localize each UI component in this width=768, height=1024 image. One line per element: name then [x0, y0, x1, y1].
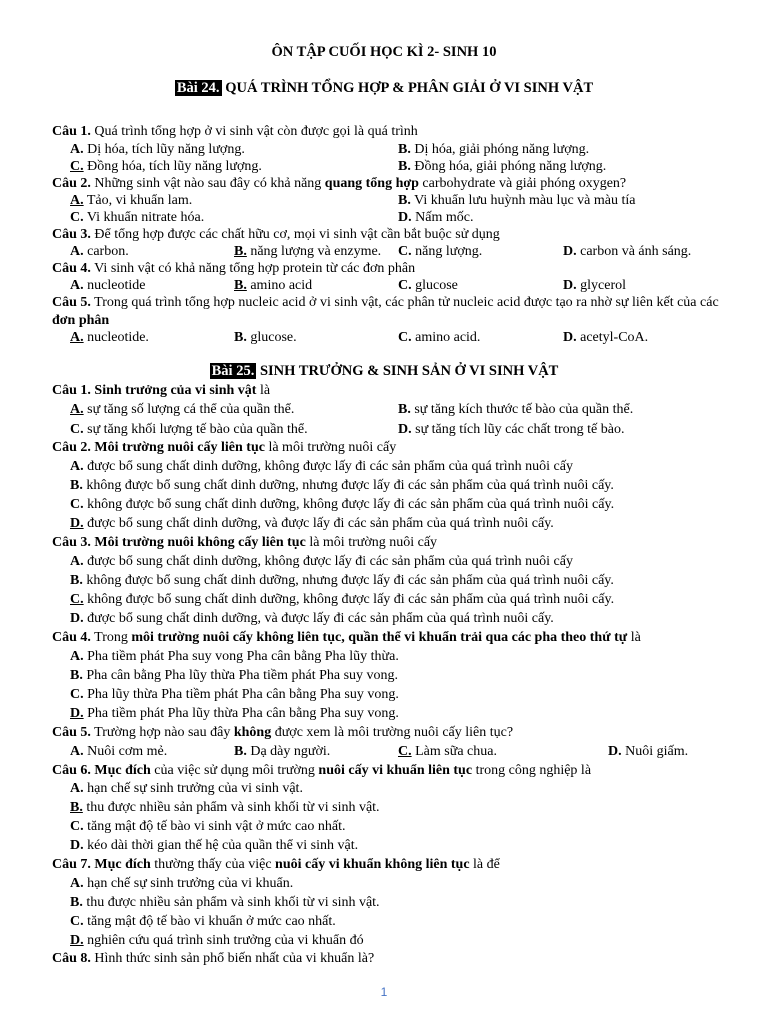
s25-q6-option-b: B. thu được nhiều sản phẩm và sinh khối từ vi sinh vật.	[70, 800, 380, 815]
s24-q3-option-a: A. carbon.	[70, 244, 129, 259]
s25-q2-option-d: D. được bổ sung chất dinh dưỡng, và được lấy đi các sản phẩm của quá trình nuôi cấy.	[70, 516, 554, 531]
s24-q5-option-c: C. amino acid.	[398, 330, 481, 345]
s25-q6-option-d: D. kéo dài thời gian thế hệ của quần thể vi sinh vật.	[70, 838, 359, 853]
s24-q1-option-a: A. Dị hóa, tích lũy năng lượng.	[70, 142, 245, 157]
s24-q4-option-a: A. nucleotide	[70, 278, 146, 293]
s25-q1-stem: Câu 1. Sinh trưởng của vi sinh vật là	[52, 383, 271, 398]
s24-q2-option-a: A. Tảo, vi khuẩn lam.	[70, 193, 193, 208]
s25-q1-option-c: C. sự tăng khối lượng tế bào của quần thể.	[70, 422, 308, 437]
s24-q5-option-b: B. glucose.	[234, 330, 297, 345]
s25-q5-stem: Câu 5. Trường hợp nào sau đây không được xem là môi trường nuôi cấy liên tục?	[52, 725, 514, 740]
s25-q8-stem: Câu 8. Hình thức sinh sản phổ biến nhất của vi khuẩn là?	[52, 951, 375, 966]
s24-q3-option-c: C. năng lượng.	[398, 244, 483, 259]
s25-q4-option-c: C. Pha lũy thừa Pha tiềm phát Pha cân bằng Pha suy vong.	[70, 687, 399, 702]
s25-q7-option-b: B. thu được nhiều sản phẩm và sinh khối từ vi sinh vật.	[70, 895, 380, 910]
s25-q4-stem: Câu 4. Trong môi trường nuôi cấy không liên tục, quần thể vi khuẩn trải qua các pha theo thứ tự là	[52, 630, 641, 645]
s25-q7-option-a: A. hạn chế sự sinh trưởng của vi khuẩn.	[70, 876, 294, 891]
s24-q4-option-c: C. glucose	[398, 278, 458, 293]
s24-q2-option-c: C. Vi khuẩn nitrate hóa.	[70, 210, 205, 225]
section-24-title: QUÁ TRÌNH TỔNG HỢP & PHÂN GIẢI Ở VI SINH VẬT	[221, 80, 594, 96]
s25-q5-option-a: A. Nuôi cơm mẻ.	[70, 744, 168, 759]
document-title: ÔN TẬP CUỐI HỌC KÌ 2- SINH 10	[271, 44, 497, 60]
s24-q2-option-b: B. Vi khuẩn lưu huỳnh màu lục và màu tía	[398, 193, 636, 208]
s25-q3-option-b: B. không được bổ sung chất dinh dưỡng, nhưng được lấy đi các sản phẩm của quá trình nuôi cấy.	[70, 573, 614, 588]
s25-q5-option-b: B. Dạ dày người.	[234, 744, 331, 759]
s25-q5-option-d: D. Nuôi giấm.	[608, 744, 689, 759]
s24-q2-option-d: D. Nấm mốc.	[398, 210, 474, 225]
s25-q7-option-c: C. tăng mật độ tế bào vi khuẩn ở mức cao nhất.	[70, 914, 336, 929]
s24-q3-option-d: D. carbon và ánh sáng.	[563, 244, 692, 259]
s24-q4-option-b: B. amino acid	[234, 278, 313, 293]
s24-q1-stem: Câu 1. Quá trình tổng hợp ở vi sinh vật còn được gọi là quá trình	[52, 124, 418, 139]
s25-q4-option-b: B. Pha cân bằng Pha lũy thừa Pha tiềm phát Pha suy vong.	[70, 668, 399, 683]
s24-q1-option-c: C. Đồng hóa, tích lũy năng lượng.	[70, 159, 262, 174]
section-24-tag: Bài 24.	[176, 80, 220, 96]
page-number: 1	[380, 985, 388, 999]
s25-q4-option-a: A. Pha tiềm phát Pha suy vong Pha cân bằng Pha lũy thừa.	[70, 649, 399, 664]
s24-q2-stem: Câu 2. Những sinh vật nào sau đây có khả năng quang tổng hợp carbohydrate và giải phóng oxygen?	[52, 176, 627, 191]
s24-q5-option-a: A. nucleotide.	[70, 330, 149, 345]
s25-q2-stem: Câu 2. Môi trường nuôi cấy liên tục là môi trường nuôi cấy	[52, 440, 397, 455]
s25-q2-option-c: C. không được bổ sung chất dinh dưỡng, không được lấy đi các sản phẩm của quá trình nuôi cấy.	[70, 497, 615, 512]
s25-q3-stem: Câu 3. Môi trường nuôi không cấy liên tục là môi trường nuôi cấy	[52, 535, 438, 550]
s25-q3-option-d: D. được bổ sung chất dinh dưỡng, và được lấy đi các sản phẩm của quá trình nuôi cấy.	[70, 611, 554, 626]
s24-q1-option-b2: B. Đồng hóa, giải phóng năng lượng.	[398, 159, 607, 174]
s25-q5-option-c: C. Làm sữa chua.	[398, 744, 497, 759]
s25-q6-option-a: A. hạn chế sự sinh trưởng của vi sinh vật.	[70, 781, 303, 796]
s25-q6-option-c: C. tăng mật độ tế bào vi sinh vật ở mức cao nhất.	[70, 819, 346, 834]
s25-q2-option-b: B. không được bổ sung chất dinh dưỡng, nhưng được lấy đi các sản phẩm của quá trình nuôi cấy.	[70, 478, 614, 493]
s24-q5-option-d: D. acetyl-CoA.	[563, 330, 649, 345]
s25-q6-stem: Câu 6. Mục đích của việc sử dụng môi trường nuôi cấy vi khuẩn liên tục trong công nghiệp là	[52, 763, 592, 778]
s25-q2-option-a: A. được bổ sung chất dinh dưỡng, không được lấy đi các sản phẩm của quá trình nuôi cấy	[70, 459, 573, 474]
s25-q4-option-d: D. Pha tiềm phát Pha lũy thừa Pha cân bằng Pha suy vong.	[70, 706, 399, 721]
s24-q4-option-d: D. glycerol	[563, 278, 626, 293]
section-25-title: SINH TRƯỞNG & SINH SẢN Ở VI SINH VẬT	[256, 363, 559, 379]
s24-q3-option-b: B. năng lượng và enzyme.	[234, 244, 382, 259]
s25-q7-stem: Câu 7. Mục đích thường thấy của việc nuôi cấy vi khuẩn không liên tục là để	[52, 857, 500, 872]
s25-q3-option-a: A. được bổ sung chất dinh dưỡng, không được lấy đi các sản phẩm của quá trình nuôi cấy	[70, 554, 573, 569]
s25-q1-option-d: D. sự tăng tích lũy các chất trong tế bào.	[398, 422, 625, 437]
section-25-tag: Bài 25.	[211, 363, 255, 379]
s24-q4-stem: Câu 4. Vi sinh vật có khả năng tổng hợp protein từ các đơn phân	[52, 261, 416, 276]
s25-q3-option-c: C. không được bổ sung chất dinh dưỡng, không được lấy đi các sản phẩm của quá trình nuôi cấy.	[70, 592, 615, 607]
s25-q7-option-d: D. nghiên cứu quá trình sinh trưởng của vi khuẩn đó	[70, 933, 364, 948]
s24-q5-stem: Câu 5. Trong quá trình tổng hợp nucleic acid ở vi sinh vật, các phân tử nucleic acid được tạo ra nhờ sự liên kết của các đơn phân	[52, 295, 719, 328]
s24-q1-option-b: B. Dị hóa, giải phóng năng lượng.	[398, 142, 590, 157]
section-24-heading	[0, 80, 768, 97]
section-25-heading	[0, 363, 768, 380]
s24-q3-stem: Câu 3. Để tổng hợp được các chất hữu cơ, mọi vi sinh vật cần bắt buộc sử dụng	[52, 227, 500, 242]
s25-q1-option-a: A. sự tăng số lượng cá thể của quần thể.	[70, 402, 295, 417]
s25-q1-option-b: B. sự tăng kích thước tế bào của quần thể.	[398, 402, 634, 417]
